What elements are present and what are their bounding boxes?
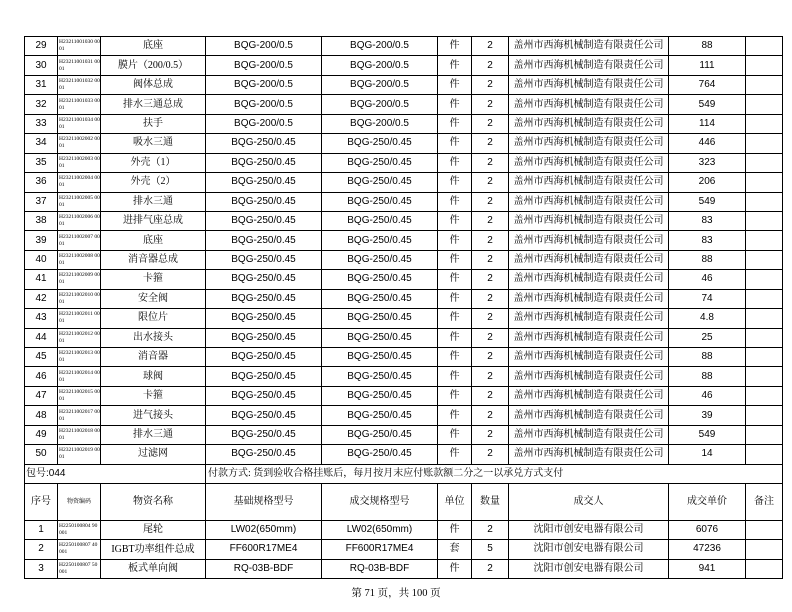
- row-number-cell: 49: [25, 425, 58, 444]
- base-spec-cell: BQG-250/0.45: [206, 134, 322, 153]
- row-number-cell: 35: [25, 153, 58, 172]
- note-cell: [746, 75, 783, 94]
- material-code-cell: H23211001032 0001: [58, 75, 101, 94]
- table-row: [25, 425, 783, 444]
- table-row: [25, 520, 783, 540]
- material-name-cell: 阀体总成: [101, 75, 206, 94]
- deal-spec-cell: BQG-200/0.5: [322, 114, 438, 133]
- header-price: 成交单价: [669, 483, 746, 520]
- base-spec-cell: LW02(650mm): [206, 520, 322, 540]
- supplier-cell: 沈阳市创安电器有限公司: [509, 540, 669, 560]
- row-number-cell: 37: [25, 192, 58, 211]
- table-row: [25, 37, 783, 56]
- unit-cell: 件: [438, 406, 472, 425]
- material-code-cell: H2250100804 90001: [58, 520, 101, 540]
- unit-cell: 件: [438, 134, 472, 153]
- table-row: [25, 173, 783, 192]
- unit-cell: 件: [438, 348, 472, 367]
- table-row: [25, 328, 783, 347]
- quantity-cell: 2: [472, 56, 509, 75]
- material-code-cell: H23211002018 0001: [58, 425, 101, 444]
- header-base-spec: 基础规格型号: [206, 483, 322, 520]
- row-number-cell: 30: [25, 56, 58, 75]
- material-code-cell: H23211002013 0001: [58, 348, 101, 367]
- unit-cell: 件: [438, 367, 472, 386]
- quantity-cell: 2: [472, 95, 509, 114]
- row-number-cell: 38: [25, 211, 58, 230]
- unit-cell: 件: [438, 37, 472, 56]
- row-number-cell: 36: [25, 173, 58, 192]
- material-code-cell: H23211002006 0001: [58, 211, 101, 230]
- unit-cell: 件: [438, 211, 472, 230]
- base-spec-cell: BQG-200/0.5: [206, 95, 322, 114]
- unit-cell: 件: [438, 289, 472, 308]
- table-row: [25, 406, 783, 425]
- table-row: [25, 95, 783, 114]
- row-number-cell: 47: [25, 386, 58, 405]
- material-name-cell: 限位片: [101, 309, 206, 328]
- supplier-cell: 盖州市西海机械制造有限责任公司: [509, 309, 669, 328]
- table-body-upper: [25, 37, 783, 465]
- unit-price-cell: 46: [669, 270, 746, 289]
- quantity-cell: 2: [472, 406, 509, 425]
- table-row: [25, 114, 783, 133]
- supplier-cell: 盖州市西海机械制造有限责任公司: [509, 75, 669, 94]
- material-name-cell: 板式单向阀: [101, 559, 206, 579]
- header-no: 序号: [25, 483, 58, 520]
- base-spec-cell: RQ-03B-BDF: [206, 559, 322, 579]
- material-name-cell: 外壳（1）: [101, 153, 206, 172]
- base-spec-cell: BQG-200/0.5: [206, 56, 322, 75]
- deal-spec-cell: BQG-250/0.45: [322, 328, 438, 347]
- deal-spec-cell: FF600R17ME4: [322, 540, 438, 560]
- base-spec-cell: BQG-250/0.45: [206, 406, 322, 425]
- supplier-cell: 盖州市西海机械制造有限责任公司: [509, 250, 669, 269]
- unit-cell: 件: [438, 386, 472, 405]
- material-code-cell: H23211002003 0001: [58, 153, 101, 172]
- supplier-cell: 盖州市西海机械制造有限责任公司: [509, 406, 669, 425]
- base-spec-cell: BQG-200/0.5: [206, 114, 322, 133]
- row-number-cell: 34: [25, 134, 58, 153]
- material-code-cell: H23211002012 0001: [58, 328, 101, 347]
- unit-price-cell: 88: [669, 37, 746, 56]
- header-row: [25, 483, 783, 520]
- supplier-cell: 盖州市西海机械制造有限责任公司: [509, 445, 669, 464]
- base-spec-cell: BQG-250/0.45: [206, 367, 322, 386]
- quantity-cell: 2: [472, 270, 509, 289]
- supplier-cell: 盖州市西海机械制造有限责任公司: [509, 348, 669, 367]
- note-cell: [746, 134, 783, 153]
- header-note: 备注: [746, 483, 783, 520]
- table-body-lower: [25, 520, 783, 579]
- quantity-cell: 2: [472, 559, 509, 579]
- table-row: [25, 445, 783, 464]
- deal-spec-cell: BQG-250/0.45: [322, 211, 438, 230]
- note-cell: [746, 520, 783, 540]
- unit-cell: 件: [438, 95, 472, 114]
- base-spec-cell: BQG-250/0.45: [206, 425, 322, 444]
- note-cell: [746, 56, 783, 75]
- material-name-cell: 吸水三通: [101, 134, 206, 153]
- base-spec-cell: BQG-250/0.45: [206, 153, 322, 172]
- header-code: 物资编码: [58, 483, 101, 520]
- supplier-cell: 盖州市西海机械制造有限责任公司: [509, 270, 669, 289]
- unit-cell: 件: [438, 270, 472, 289]
- material-name-cell: IGBT功率组件总成: [101, 540, 206, 560]
- row-number-cell: 50: [25, 445, 58, 464]
- package-label: 包号:044: [25, 464, 206, 483]
- supplier-cell: 盖州市西海机械制造有限责任公司: [509, 289, 669, 308]
- row-number-cell: 31: [25, 75, 58, 94]
- package-section: [25, 464, 783, 520]
- supplier-cell: 盖州市西海机械制造有限责任公司: [509, 37, 669, 56]
- unit-cell: 件: [438, 75, 472, 94]
- note-cell: [746, 367, 783, 386]
- unit-cell: 件: [438, 309, 472, 328]
- quantity-cell: 2: [472, 289, 509, 308]
- table-row: [25, 348, 783, 367]
- deal-spec-cell: BQG-250/0.45: [322, 173, 438, 192]
- supplier-cell: 盖州市西海机械制造有限责任公司: [509, 114, 669, 133]
- quantity-cell: 2: [472, 250, 509, 269]
- base-spec-cell: FF600R17ME4: [206, 540, 322, 560]
- page-footer: 第 71 页，共 100 页: [351, 588, 441, 599]
- supplier-cell: 盖州市西海机械制造有限责任公司: [509, 425, 669, 444]
- deal-spec-cell: BQG-250/0.45: [322, 386, 438, 405]
- quantity-cell: 2: [472, 211, 509, 230]
- unit-cell: 件: [438, 425, 472, 444]
- deal-spec-cell: BQG-250/0.45: [322, 406, 438, 425]
- header-qty: 数量: [472, 483, 509, 520]
- unit-cell: 件: [438, 114, 472, 133]
- header-supplier: 成交人: [509, 483, 669, 520]
- table-row: [25, 134, 783, 153]
- deal-spec-cell: BQG-250/0.45: [322, 309, 438, 328]
- table-row: [25, 192, 783, 211]
- procurement-table: [24, 36, 783, 579]
- row-number-cell: 1: [25, 520, 58, 540]
- unit-price-cell: 88: [669, 367, 746, 386]
- deal-spec-cell: LW02(650mm): [322, 520, 438, 540]
- note-cell: [746, 386, 783, 405]
- material-code-cell: H23211002015 0001: [58, 386, 101, 405]
- unit-cell: 件: [438, 56, 472, 75]
- unit-price-cell: 88: [669, 250, 746, 269]
- table-row: [25, 75, 783, 94]
- material-name-cell: 进气接头: [101, 406, 206, 425]
- unit-price-cell: 14: [669, 445, 746, 464]
- unit-price-cell: 39: [669, 406, 746, 425]
- material-name-cell: 消音器总成: [101, 250, 206, 269]
- quantity-cell: 2: [472, 425, 509, 444]
- quantity-cell: 2: [472, 37, 509, 56]
- material-code-cell: H23211002002 0001: [58, 134, 101, 153]
- unit-cell: 件: [438, 445, 472, 464]
- material-name-cell: 排水三通: [101, 192, 206, 211]
- deal-spec-cell: BQG-250/0.45: [322, 425, 438, 444]
- deal-spec-cell: RQ-03B-BDF: [322, 559, 438, 579]
- unit-cell: 件: [438, 231, 472, 250]
- material-name-cell: 底座: [101, 37, 206, 56]
- payment-terms: 付款方式: 货到验收合格挂账后，每月按月末应付账款额二分之一以承兑方式支付: [206, 464, 783, 483]
- row-number-cell: 42: [25, 289, 58, 308]
- supplier-cell: 沈阳市创安电器有限公司: [509, 559, 669, 579]
- unit-price-cell: 206: [669, 173, 746, 192]
- supplier-cell: 盖州市西海机械制造有限责任公司: [509, 328, 669, 347]
- material-name-cell: 消音器: [101, 348, 206, 367]
- material-code-cell: H23211002005 0001: [58, 192, 101, 211]
- unit-price-cell: 25: [669, 328, 746, 347]
- table-row: [25, 559, 783, 579]
- table-row: [25, 153, 783, 172]
- material-name-cell: 安全阀: [101, 289, 206, 308]
- base-spec-cell: BQG-250/0.45: [206, 173, 322, 192]
- row-number-cell: 45: [25, 348, 58, 367]
- row-number-cell: 32: [25, 95, 58, 114]
- material-code-cell: H23211001030 0001: [58, 37, 101, 56]
- unit-cell: 件: [438, 559, 472, 579]
- quantity-cell: 2: [472, 231, 509, 250]
- base-spec-cell: BQG-250/0.45: [206, 211, 322, 230]
- base-spec-cell: BQG-250/0.45: [206, 270, 322, 289]
- quantity-cell: 2: [472, 520, 509, 540]
- row-number-cell: 2: [25, 540, 58, 560]
- material-name-cell: 扶手: [101, 114, 206, 133]
- table-row: [25, 56, 783, 75]
- base-spec-cell: BQG-250/0.45: [206, 309, 322, 328]
- header-deal-spec: 成交规格型号: [322, 483, 438, 520]
- deal-spec-cell: BQG-250/0.45: [322, 348, 438, 367]
- base-spec-cell: BQG-250/0.45: [206, 192, 322, 211]
- deal-spec-cell: BQG-250/0.45: [322, 289, 438, 308]
- quantity-cell: 2: [472, 328, 509, 347]
- note-cell: [746, 37, 783, 56]
- deal-spec-cell: BQG-200/0.5: [322, 95, 438, 114]
- deal-spec-cell: BQG-250/0.45: [322, 134, 438, 153]
- note-cell: [746, 309, 783, 328]
- supplier-cell: 盖州市西海机械制造有限责任公司: [509, 231, 669, 250]
- material-name-cell: 卡箍: [101, 270, 206, 289]
- deal-spec-cell: BQG-250/0.45: [322, 270, 438, 289]
- unit-price-cell: 111: [669, 56, 746, 75]
- quantity-cell: 2: [472, 445, 509, 464]
- row-number-cell: 44: [25, 328, 58, 347]
- unit-cell: 件: [438, 328, 472, 347]
- table-row: [25, 231, 783, 250]
- row-number-cell: 39: [25, 231, 58, 250]
- unit-price-cell: 47236: [669, 540, 746, 560]
- base-spec-cell: BQG-250/0.45: [206, 328, 322, 347]
- material-name-cell: 膜片（200/0.5）: [101, 56, 206, 75]
- note-cell: [746, 250, 783, 269]
- row-number-cell: 41: [25, 270, 58, 289]
- note-cell: [746, 445, 783, 464]
- unit-price-cell: 549: [669, 192, 746, 211]
- quantity-cell: 2: [472, 309, 509, 328]
- material-code-cell: H23211002017 0001: [58, 406, 101, 425]
- note-cell: [746, 270, 783, 289]
- quantity-cell: 5: [472, 540, 509, 560]
- material-code-cell: H23211002004 0001: [58, 173, 101, 192]
- base-spec-cell: BQG-250/0.45: [206, 386, 322, 405]
- quantity-cell: 2: [472, 173, 509, 192]
- deal-spec-cell: BQG-250/0.45: [322, 192, 438, 211]
- unit-price-cell: 549: [669, 425, 746, 444]
- deal-spec-cell: BQG-200/0.5: [322, 75, 438, 94]
- unit-price-cell: 114: [669, 114, 746, 133]
- material-code-cell: H23211001034 0001: [58, 114, 101, 133]
- quantity-cell: 2: [472, 153, 509, 172]
- deal-spec-cell: BQG-250/0.45: [322, 153, 438, 172]
- base-spec-cell: BQG-250/0.45: [206, 250, 322, 269]
- note-cell: [746, 425, 783, 444]
- supplier-cell: 盖州市西海机械制造有限责任公司: [509, 173, 669, 192]
- table-row: [25, 211, 783, 230]
- supplier-cell: 盖州市西海机械制造有限责任公司: [509, 367, 669, 386]
- unit-cell: 套: [438, 540, 472, 560]
- note-cell: [746, 192, 783, 211]
- unit-price-cell: 764: [669, 75, 746, 94]
- note-cell: [746, 559, 783, 579]
- table-row: [25, 309, 783, 328]
- base-spec-cell: BQG-250/0.45: [206, 445, 322, 464]
- base-spec-cell: BQG-200/0.5: [206, 37, 322, 56]
- unit-price-cell: 83: [669, 211, 746, 230]
- material-code-cell: H23211002010 0001: [58, 289, 101, 308]
- unit-price-cell: 446: [669, 134, 746, 153]
- material-code-cell: H23211002009 0001: [58, 270, 101, 289]
- note-cell: [746, 95, 783, 114]
- material-name-cell: 过滤网: [101, 445, 206, 464]
- unit-price-cell: 88: [669, 348, 746, 367]
- unit-price-cell: 549: [669, 95, 746, 114]
- base-spec-cell: BQG-250/0.45: [206, 348, 322, 367]
- supplier-cell: 沈阳市创安电器有限公司: [509, 520, 669, 540]
- table-row: [25, 289, 783, 308]
- material-name-cell: 底座: [101, 231, 206, 250]
- unit-price-cell: 941: [669, 559, 746, 579]
- table-row: [25, 250, 783, 269]
- material-code-cell: H2250100807 40001: [58, 540, 101, 560]
- material-code-cell: H23211002011 0001: [58, 309, 101, 328]
- note-cell: [746, 211, 783, 230]
- unit-cell: 件: [438, 192, 472, 211]
- header-name: 物资名称: [101, 483, 206, 520]
- material-code-cell: H23211002014 0001: [58, 367, 101, 386]
- row-number-cell: 43: [25, 309, 58, 328]
- table-row: [25, 367, 783, 386]
- row-number-cell: 48: [25, 406, 58, 425]
- material-name-cell: 进排气座总成: [101, 211, 206, 230]
- unit-cell: 件: [438, 250, 472, 269]
- deal-spec-cell: BQG-250/0.45: [322, 445, 438, 464]
- row-number-cell: 33: [25, 114, 58, 133]
- deal-spec-cell: BQG-200/0.5: [322, 56, 438, 75]
- note-cell: [746, 348, 783, 367]
- row-number-cell: 29: [25, 37, 58, 56]
- row-number-cell: 40: [25, 250, 58, 269]
- material-name-cell: 球阀: [101, 367, 206, 386]
- note-cell: [746, 153, 783, 172]
- header-unit: 单位: [438, 483, 472, 520]
- quantity-cell: 2: [472, 367, 509, 386]
- supplier-cell: 盖州市西海机械制造有限责任公司: [509, 56, 669, 75]
- table-row: [25, 540, 783, 560]
- deal-spec-cell: BQG-250/0.45: [322, 231, 438, 250]
- package-row: [25, 464, 783, 483]
- base-spec-cell: BQG-250/0.45: [206, 231, 322, 250]
- material-code-cell: H2250100807 50001: [58, 559, 101, 579]
- note-cell: [746, 328, 783, 347]
- material-code-cell: H23211002007 0001: [58, 231, 101, 250]
- material-name-cell: 排水三通: [101, 425, 206, 444]
- table-row: [25, 270, 783, 289]
- supplier-cell: 盖州市西海机械制造有限责任公司: [509, 386, 669, 405]
- supplier-cell: 盖州市西海机械制造有限责任公司: [509, 134, 669, 153]
- table-row: [25, 386, 783, 405]
- material-code-cell: H23211002008 0001: [58, 250, 101, 269]
- quantity-cell: 2: [472, 348, 509, 367]
- base-spec-cell: BQG-250/0.45: [206, 289, 322, 308]
- unit-price-cell: 46: [669, 386, 746, 405]
- unit-price-cell: 74: [669, 289, 746, 308]
- unit-price-cell: 4.8: [669, 309, 746, 328]
- deal-spec-cell: BQG-250/0.45: [322, 250, 438, 269]
- deal-spec-cell: BQG-200/0.5: [322, 37, 438, 56]
- material-name-cell: 外壳（2）: [101, 173, 206, 192]
- row-number-cell: 46: [25, 367, 58, 386]
- material-code-cell: H23211001031 0001: [58, 56, 101, 75]
- supplier-cell: 盖州市西海机械制造有限责任公司: [509, 153, 669, 172]
- note-cell: [746, 289, 783, 308]
- unit-cell: 件: [438, 153, 472, 172]
- material-code-cell: H23211002019 0001: [58, 445, 101, 464]
- material-name-cell: 卡箍: [101, 386, 206, 405]
- material-name-cell: 排水三通总成: [101, 95, 206, 114]
- row-number-cell: 3: [25, 559, 58, 579]
- note-cell: [746, 406, 783, 425]
- material-name-cell: 出水接头: [101, 328, 206, 347]
- quantity-cell: 2: [472, 75, 509, 94]
- note-cell: [746, 114, 783, 133]
- quantity-cell: 2: [472, 192, 509, 211]
- unit-price-cell: 83: [669, 231, 746, 250]
- supplier-cell: 盖州市西海机械制造有限责任公司: [509, 192, 669, 211]
- note-cell: [746, 231, 783, 250]
- unit-price-cell: 6076: [669, 520, 746, 540]
- base-spec-cell: BQG-200/0.5: [206, 75, 322, 94]
- quantity-cell: 2: [472, 134, 509, 153]
- material-name-cell: 尾轮: [101, 520, 206, 540]
- supplier-cell: 盖州市西海机械制造有限责任公司: [509, 95, 669, 114]
- quantity-cell: 2: [472, 386, 509, 405]
- quantity-cell: 2: [472, 114, 509, 133]
- supplier-cell: 盖州市西海机械制造有限责任公司: [509, 211, 669, 230]
- unit-cell: 件: [438, 520, 472, 540]
- note-cell: [746, 173, 783, 192]
- deal-spec-cell: BQG-250/0.45: [322, 367, 438, 386]
- unit-cell: 件: [438, 173, 472, 192]
- material-code-cell: H23211001033 0001: [58, 95, 101, 114]
- unit-price-cell: 323: [669, 153, 746, 172]
- note-cell: [746, 540, 783, 560]
